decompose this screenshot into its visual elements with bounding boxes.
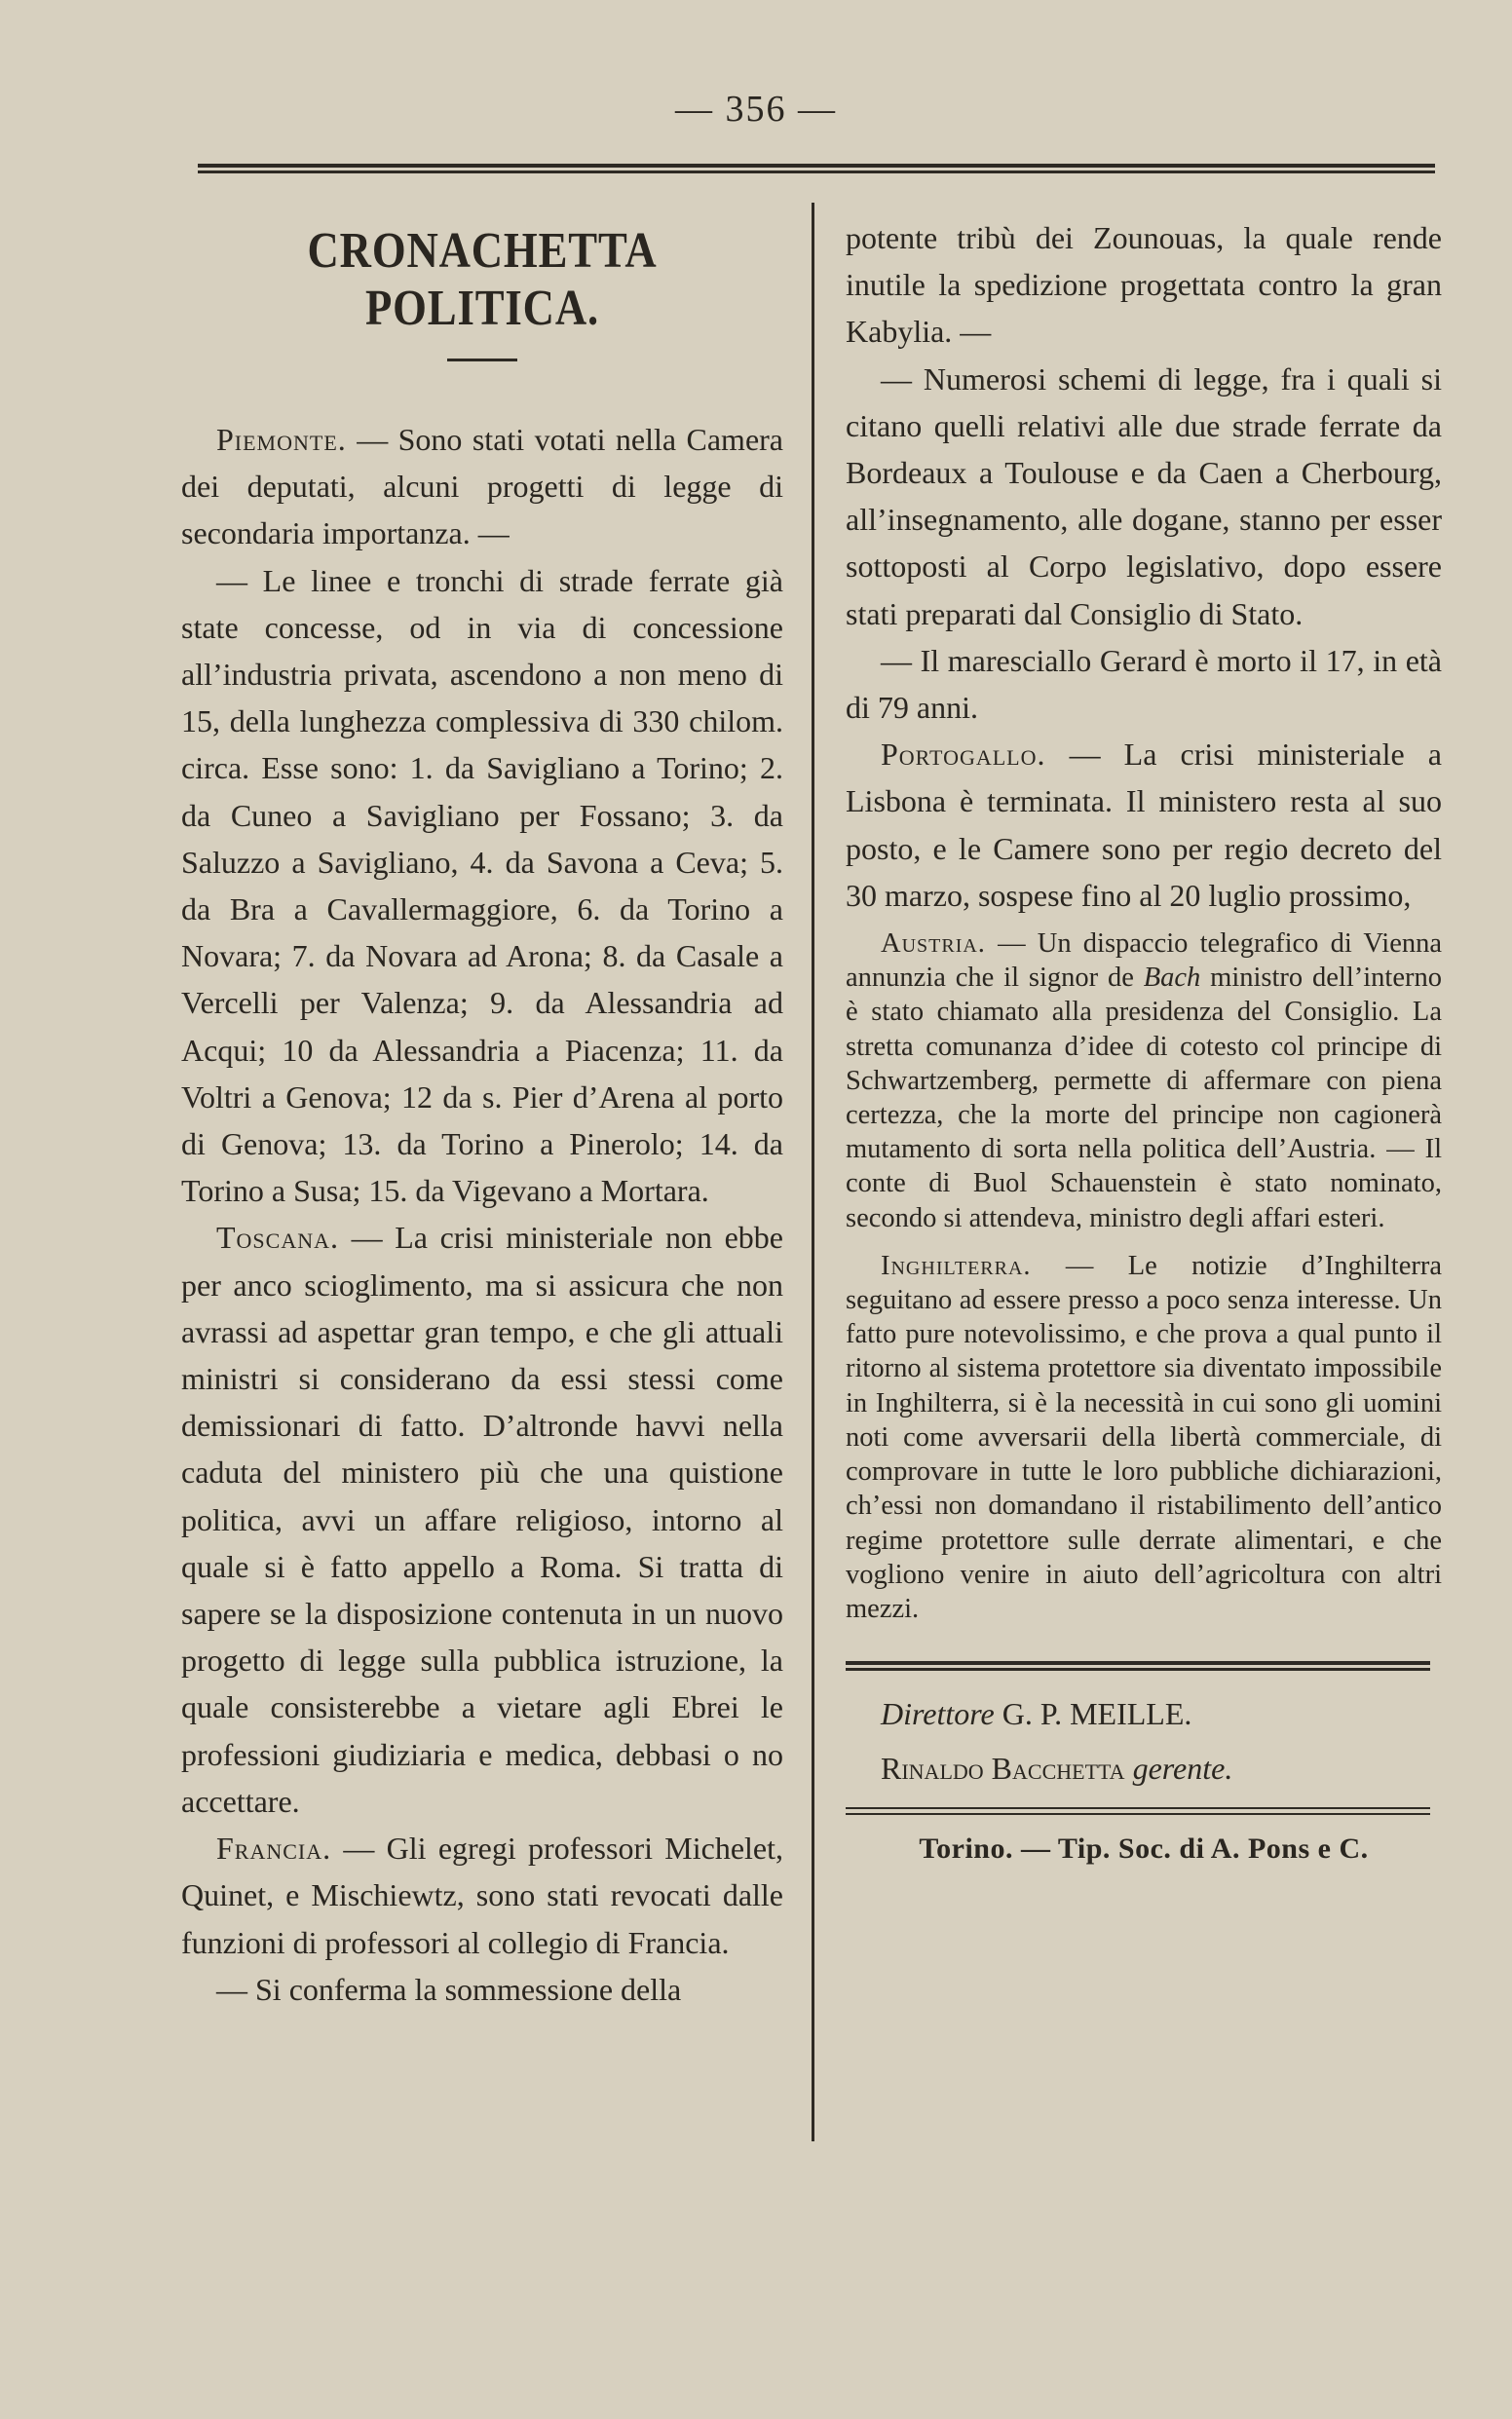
piemonte-paragraph (181, 416, 783, 557)
column-divider (812, 203, 814, 2141)
schemi-paragraph: — Numerosi schemi di legge, fra i quali si citano quelli relativi alle due strade ferrate da Bordeaux a Toulouse e da Caen a Cherbourg, all’insegnamento, alle dogane, stanno per esser sottoposti al Corpo legislativo, dopo essere stati preparati dal Consiglio di Stato. (846, 360, 1442, 631)
inghilterra-text: — Le notizie d’Inghilterra seguitano ad essere presso a poco senza interesse. Un fatto pure notevolissimo, e che prova a qual punto il ritorno al sistema protettore sia diventato impossibile in Inghilterra, si è la necessità in cui sono gli uomini noti come avversarii della libertà commerciale, di comprovare in tutte le loro pubbliche dichiarazioni, ch’essi non domandano il ristabilimento dell’antico regime protettore sulle derrate alimentari, e che vogliono venire in aiuto dell’agricoltura con altri mezzi. (846, 1250, 1442, 1624)
toscana-text: — La crisi ministeriale non ebbe per anco scioglimento, ma si assicura che non avrassi ad aspettar gran tempo, e che gli attuali ministri si considerano da essi stessi come demissionari di fatto. D’altronde havvi nella caduta del ministero più che una quistione politica, avvi un affare religioso, intorno al quale si è fatto appello a Roma. Si tratta di sapere se la disposizione contenuta in un nuovo progetto di legge sulla pubblica istruzione, la quale consisterebbe a vietare agli Ebrei le professioni giudiziaria e medica, debbasi o no accettare. (181, 1220, 783, 1819)
printer-rule (846, 1807, 1430, 1815)
toscana-paragraph (181, 1214, 783, 1825)
portogallo-text: — La crisi ministeriale a Lisbona è terminata. Il ministero resta al suo posto, e le Camere sono per regio decreto del 30 marzo, sospese fino al 20 luglio prossimo, (846, 737, 1442, 913)
headline-rule (447, 359, 517, 361)
top-double-rule (198, 164, 1435, 173)
gerard-paragraph: — Il maresciallo Gerard è morto il 17, in età di 79 anni. (846, 642, 1442, 726)
direttore-label: Direttore (881, 1696, 995, 1732)
right-column (846, 214, 1442, 1866)
francia-text: — Gli egregi professori Michelet, Quinet, e Mischiewtz, sono stati revocati dalle funzioni di professori al collegio di Francia. (181, 1831, 783, 1960)
francia-paragraph (181, 1825, 783, 1966)
piemonte-text: — Sono stati votati nella Camera dei deputati, alcuni progetti di legge di secondaria importanza. — (181, 422, 783, 551)
conferma-paragraph: — Si conferma la sommessione della (216, 1971, 682, 2007)
austria-paragraph (846, 926, 1442, 1235)
left-column (181, 214, 783, 2013)
austria-text-a: — Un dispaccio telegrafico di Vienna annunzia che il signor de (846, 928, 1442, 994)
gerente-label: gerente. (1132, 1751, 1233, 1787)
direttore-line (881, 1686, 1442, 1741)
printer-imprint: Torino. — Tip. Soc. di A. Pons e C. (919, 1833, 1369, 1866)
austria-name: Bach (1143, 963, 1201, 994)
continuation-paragraph: potente tribù dei Zounouas, la quale rende inutile la spedizione progettata contro la gran Kabylia. — (846, 220, 1442, 350)
direttore-name: G. P. MEILLE. (1002, 1696, 1192, 1732)
portogallo-paragraph (846, 731, 1442, 919)
section-headline: CRONACHETTA POLITICA. (307, 223, 658, 336)
inghilterra-paragraph (846, 1249, 1442, 1626)
page-number: — 356 — (675, 89, 837, 130)
austria-label: Austria. (881, 928, 986, 960)
end-double-rule (846, 1661, 1430, 1671)
francia-label: Francia. (216, 1831, 332, 1867)
portogallo-label: Portogallo. (881, 737, 1046, 773)
austria-text-b: ministro dell’interno è stato chiamato alla presidenza del Consiglio. La stretta comunanza d’idee di cotesto col principe di Schwartzemberg, permette di affermare con piena certezza, che la morte del principe non cagionerà mutamento di sorta nella politica dell’Austria. — Il conte di Buol Schauenstein è stato nominato, secondo si attendeva, ministro degli affari esteri. (846, 963, 1442, 1233)
inghilterra-label: Inghilterra. (881, 1250, 1032, 1281)
toscana-label: Toscana. (216, 1220, 340, 1256)
gerente-name: Rinaldo Bacchetta (881, 1751, 1125, 1787)
gerente-line (881, 1741, 1442, 1795)
signature-block (846, 1686, 1442, 1795)
piemonte-label: Piemonte. (216, 422, 347, 457)
railway-paragraph: — Le linee e tronchi di strade ferrate già state concesse, od in via di concessione all’industria privata, ascendono a non meno di 15, della lunghezza complessiva di 330 chilom. circa. Esse sono: 1. da Savigliano a Torino; 2. da Cuneo a Savigliano per Fossano; 3. da Saluzzo a Savigliano, 4. da Savona a Ceva; 5. da Bra a Cavallermaggiore, 6. da Torino a Novara; 7. da Novara ad Arona; 8. da Casale a Vercelli per Valenza; 9. da Alessandria ad Acqui; 10 da Alessandria a Piacenza; 11. da Voltri a Genova; 12 da s. Pier d’Arena al porto di Genova; 13. da Torino a Pinerolo; 14. da Torino a Susa; 15. da Vigevano a Mortara. (181, 562, 783, 1209)
